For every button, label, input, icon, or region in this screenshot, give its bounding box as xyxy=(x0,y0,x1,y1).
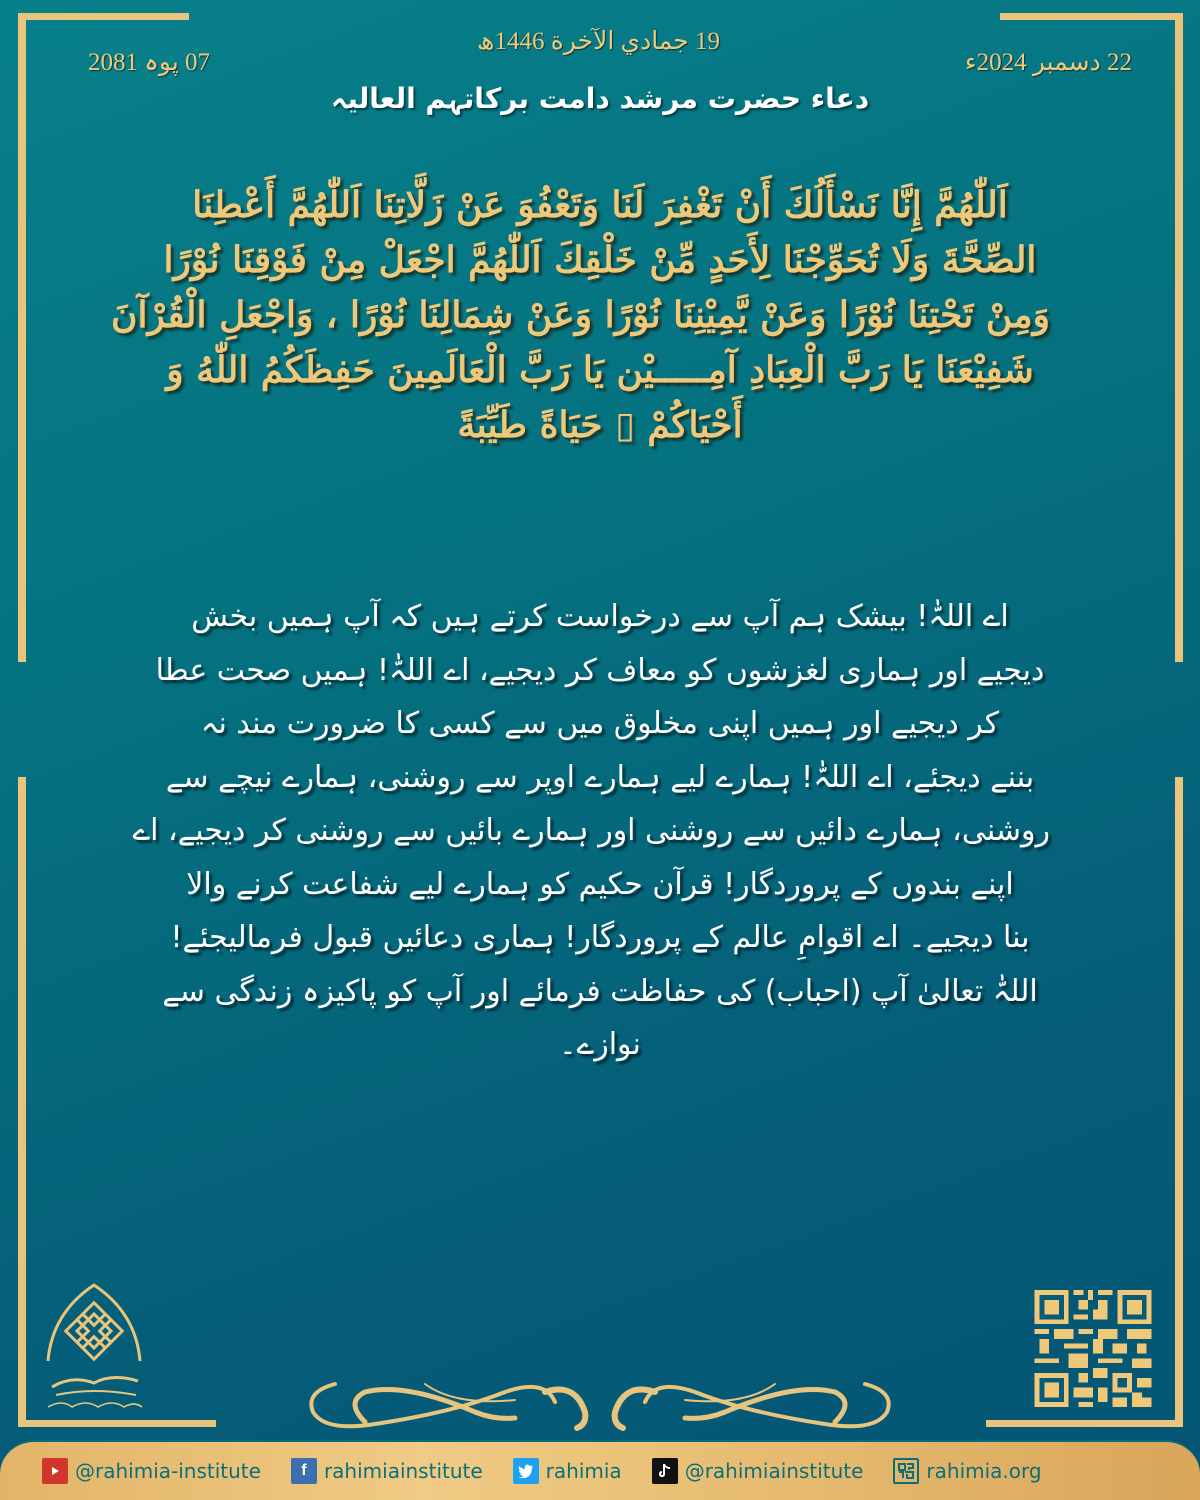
ornament-flourish-icon xyxy=(305,1372,895,1432)
page-title: دعاء حضرت مرشد دامت برکاتہم العالیہ xyxy=(330,82,870,115)
translation-urdu xyxy=(132,590,1050,1072)
frame-bottom-right-horizontal xyxy=(986,1420,1183,1427)
dua-arabic-line: اَللّٰهُمَّ إِنَّا نَسْأَلُكَ أَنْ تَغْفِرَ لَنَا وَتَعْفُوَ عَنْ زَلَّاتِنَا اَللّٰهُمَّ أَعْطِنَا xyxy=(192,184,1008,226)
dua-arabic-line: وَمِنْ تَحْتِنَا نُوْرًا وَعَنْ يَّمِيْنِنَا نُوْرًا وَعَنْ شِمَالِنَا نُوْرًا ، وَاجْعَلِ الْقُرْآنَ xyxy=(111,294,1050,336)
social-website[interactable] xyxy=(893,1458,1041,1484)
social-website-label: rahimia.org xyxy=(926,1459,1042,1483)
social-youtube-label: @rahimia-institute xyxy=(75,1459,261,1483)
social-twitter[interactable] xyxy=(513,1458,622,1484)
footer-social-bar xyxy=(0,1440,1200,1500)
translation-line: اللہّٰ تعالیٰ آپ (احباب) کی حفاظت فرمائے اور آپ کو پاکیزہ زندگی سے xyxy=(162,973,1038,1009)
social-tiktok[interactable] xyxy=(652,1458,864,1484)
translation-line: روشنی، ہمارے دائیں سے روشنی اور ہمارے بائیں سے روشنی کر دیجیے، اے xyxy=(132,813,1050,848)
dome-knot-icon xyxy=(42,1283,146,1431)
frame-top-right-horizontal xyxy=(1000,13,1182,20)
frame-top-left-horizontal xyxy=(22,13,189,20)
bikrami-date: 07 پوہ 2081 xyxy=(88,49,211,76)
youtube-icon xyxy=(42,1458,68,1484)
translation-line: کر دیجیے اور ہمیں اپنی مخلوق میں سے کسی کا ضرورت مند نہ xyxy=(200,706,1000,741)
social-youtube[interactable] xyxy=(42,1458,261,1484)
translation-line: بنا دیجیے۔ اے اقوامِ عالم کے پروردگار! ہماری دعائیں قبول فرمالیجئے! xyxy=(170,920,1030,955)
social-twitter-label: rahimia xyxy=(545,1459,622,1483)
gregorian-date: 22 دسمبر 2024ء xyxy=(964,49,1132,76)
dua-arabic-line: الصِّحَّةَ وَلَا تُحَوِّجْنَا لِأَحَدٍ مِّنْ خَلْقِكَ اَللّٰهُمَّ اجْعَلْ مِنْ فَوْقِنَا نُوْرًا xyxy=(163,239,1037,281)
rahimia-logo xyxy=(42,1283,146,1431)
translation-line: بننے دیجئے، اے اللہّٰ! ہمارے لیے ہمارے اوپر سے روشنی، ہمارے نیچے سے xyxy=(165,759,1035,795)
qr-code-icon[interactable] xyxy=(1033,1290,1153,1407)
facebook-icon: f xyxy=(291,1458,317,1484)
web-icon xyxy=(893,1458,919,1484)
social-facebook[interactable] xyxy=(291,1458,483,1484)
dua-arabic-line: أَحْيَاكُمْ ▯ حَيَاةً طَيِّبَةً xyxy=(457,404,743,446)
tiktok-icon xyxy=(652,1458,678,1484)
social-facebook-label: rahimiainstitute xyxy=(323,1459,483,1483)
frame-right-bottom-vertical xyxy=(1175,777,1183,1427)
translation-line: نوازے۔ xyxy=(559,1027,641,1062)
twitter-icon xyxy=(513,1458,539,1484)
frame-left-bottom-vertical xyxy=(18,777,26,1427)
hijri-date: 19 جمادي الآخرة 1446ھ xyxy=(477,28,720,55)
social-tiktok-label: @rahimiainstitute xyxy=(684,1459,864,1483)
dua-arabic xyxy=(111,178,1050,453)
dua-arabic-line: شَفِيْعَنَا يَا رَبَّ الْعِبَادِ آمِـــــيْن يَا رَبَّ الْعَالَمِينَ حَفِظَكُمُ اللّٰهُ وَ xyxy=(166,349,1034,391)
translation-line: اے اللہّٰ! بیشک ہم آپ سے درخواست کرتے ہیں کہ آپ ہمیں بخش xyxy=(191,599,1009,634)
translation-line: دیجیے اور ہماری لغزشوں کو معاف کر دیجیے، اے اللہّٰ! ہمیں صحت عطا xyxy=(155,652,1045,688)
translation-line: اپنے بندوں کے پروردگار! قرآن حکیم کو ہمارے لیے شفاعت کرنے والا xyxy=(186,866,1014,902)
